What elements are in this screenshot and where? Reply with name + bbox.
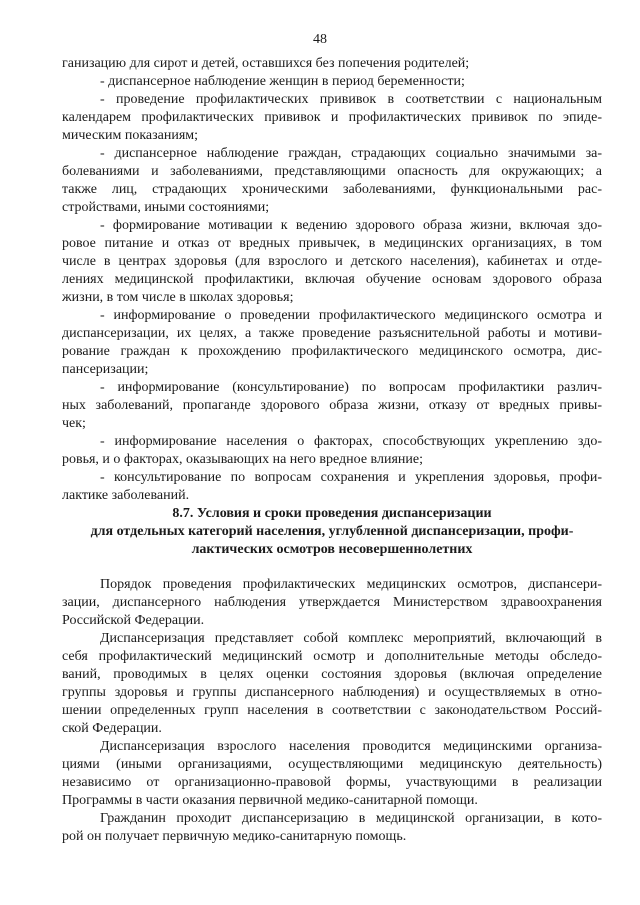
paragraph-line: ской Федерации. [62, 721, 162, 736]
paragraph-line: Диспансеризация представляет собой комплекс мероприятий, включающий в [100, 631, 602, 646]
list-item-line: - информирование (консультирование) по вопросам профилактики различ- [100, 380, 602, 395]
paragraph-line: Российской Федерации. [62, 613, 205, 628]
paragraph-line: себя профилактический медицинский осмотр и дополнительные методы обследо- [62, 649, 602, 664]
paragraph-line: зации, диспансерного наблюдения утверждается Министерством здравоохранения [62, 595, 602, 610]
list-item-line: - формирование мотивации к ведению здорового образа жизни, включая здо- [100, 218, 602, 233]
text-line: рование граждан к прохождению профилактического медицинского осмотра, дис- [62, 344, 602, 359]
text-line: лактике заболеваний. [62, 488, 190, 503]
list-item-line: - проведение профилактических прививок в соответствии с национальным [100, 92, 602, 107]
text-line: болеваниями и заболеваниями, представляющими опасность для окружающих; а [62, 164, 602, 179]
text-line: календарем профилактических прививок и профилактических прививок по эпиде- [62, 110, 602, 125]
text-line: мическим показаниям; [62, 128, 199, 143]
text-line: ных заболеваний, пропаганде здорового образа жизни, отказу от вредных привы- [62, 398, 602, 413]
text-line: ровое питание и отказ от вредных привычек, в медицинских организациях, в том [62, 236, 602, 251]
page-number: 48 [313, 32, 327, 47]
text-line: лениях медицинской профилактики, включая обучение основам здорового образа [62, 272, 602, 287]
list-item-line: - консультирование по вопросам сохранения и укрепления здоровья, профи- [100, 470, 602, 485]
text-line: ганизацию для сирот и детей, оставшихся без попечения родителей; [62, 56, 470, 71]
paragraph-line: циями (иными организациями, осуществляющими медицинскую деятельность) [62, 757, 602, 772]
paragraph-line: Диспансеризация взрослого населения проводится медицинскими организа- [100, 739, 602, 754]
list-item-line: - информирование о проведении профилактического медицинского осмотра и [100, 308, 602, 323]
paragraph-line: группы здоровья и группы диспансерного наблюдения) и осуществляемых в отно- [62, 685, 602, 700]
paragraph-line: Программы в части оказания первичной медико-санитарной помощи. [62, 793, 478, 808]
text-line: числе в центрах здоровья (для взрослого и детского населения), кабинетах и отде- [62, 254, 602, 269]
list-item-line: - диспансерное наблюдение женщин в период беременности; [100, 74, 465, 89]
paragraph-line: Гражданин проходит диспансеризацию в медицинской организации, в кото- [100, 811, 602, 826]
paragraph-line: Порядок проведения профилактических медицинских осмотров, диспансери- [100, 577, 602, 592]
text-line: диспансеризации, их целях, а также проведение разъяснительной работы и мотиви- [62, 326, 602, 341]
section-heading-line: 8.7. Условия и сроки проведения диспансеризации [172, 506, 492, 521]
text-line: стройствами, иными состояниями; [62, 200, 270, 215]
paragraph-line: рой он получает первичную медико-санитарную помощь. [62, 829, 407, 844]
text-line: пансеризации; [62, 362, 149, 377]
paragraph-line: шении определенных групп населения в соответствии с законодательством Россий- [62, 703, 602, 718]
text-line: чек; [62, 416, 86, 431]
text-line: ровья, и о факторах, оказывающих на него вредное влияние; [62, 452, 423, 467]
paragraph-line: независимо от организационно-правовой формы, участвующими в реализации [62, 775, 602, 790]
section-heading-line: для отдельных категорий населения, углубленной диспансеризации, профи- [90, 524, 574, 539]
list-item-line: - диспансерное наблюдение граждан, страдающих социально значимыми за- [100, 146, 602, 161]
text-line: также лиц, страдающих хроническими заболеваниями, функциональными рас- [62, 182, 602, 197]
text-line: жизни, в том числе в школах здоровья; [62, 290, 294, 305]
section-heading-line: лактических осмотров несовершеннолетних [191, 542, 473, 557]
list-item-line: - информирование населения о факторах, способствующих укреплению здо- [100, 434, 602, 449]
paragraph-line: ваний, проводимых в целях оценки состояния здоровья (включая определение [62, 667, 602, 682]
